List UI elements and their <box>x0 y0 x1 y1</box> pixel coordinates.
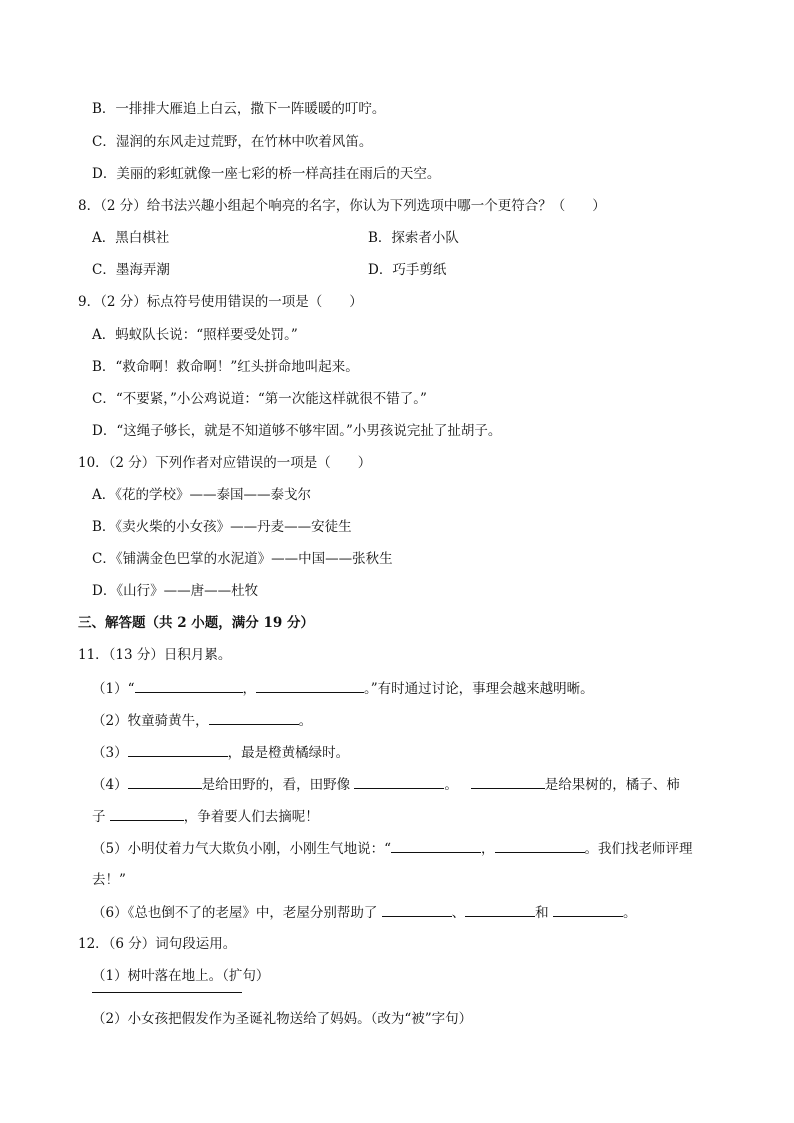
q12-part-1: （1）树叶落在地上。（扩句） <box>92 968 270 984</box>
q11-p6-text-a: （6）《总也倒不了的老屋》中，老屋分别帮助了 <box>92 905 378 921</box>
q11-p3-text-a: （3） <box>92 745 128 761</box>
q11-part-1 <box>92 679 594 698</box>
q11-p3-text-b: ，最是橙黄橘绿时。 <box>227 745 350 761</box>
q11-part-5-line2: 去！” <box>92 872 126 888</box>
q8-option-d: D．巧手剪纸 <box>368 262 447 278</box>
q11-p6-text-d: 。 <box>622 905 637 921</box>
q10-option-a: A．《花的学校》——泰国——泰戈尔 <box>92 487 311 503</box>
fill-blank[interactable] <box>495 839 585 853</box>
q11-p6-text-c: 和 <box>535 905 549 921</box>
q11-p4-text-b: 是给田野的，看，田野像 <box>201 777 351 793</box>
fill-blank[interactable] <box>128 743 228 757</box>
fill-blank[interactable] <box>471 775 545 789</box>
q8-option-b: B．探索者小队 <box>368 230 459 246</box>
q11-p4-text-e: 子 <box>92 809 106 825</box>
q11-part-4-line2 <box>92 807 319 826</box>
q7-option-d: D．美丽的彩虹就像一座七彩的桥一样高挂在雨后的天空。 <box>92 166 441 182</box>
section-heading: 三、解答题（共 2 小题，满分 19 分） <box>78 615 314 631</box>
q9-stem: 9．（2 分）标点符号使用错误的一项是（ ） <box>78 294 363 310</box>
q11-p2-text-a: （2）牧童骑黄牛， <box>92 713 209 729</box>
q11-p1-text-a: （1）“ <box>92 681 135 697</box>
answer-line[interactable] <box>92 992 242 993</box>
fill-blank[interactable] <box>354 775 444 789</box>
q11-part-5-line1 <box>92 839 693 858</box>
q12-part-2: （2）小女孩把假发作为圣诞礼物送给了妈妈。（改为“被”字句） <box>92 1011 473 1027</box>
q8-stem: 8．（2 分）给书法兴趣小组起个响亮的名字，你认为下列选项中哪一个更符合？（ ） <box>78 198 606 214</box>
q10-option-c: C．《铺满金色巴掌的水泥道》——中国——张秋生 <box>92 551 393 567</box>
q11-part-6 <box>92 903 636 922</box>
q11-p6-text-b: 、 <box>451 905 466 921</box>
q11-p4-text-f: ，争着要人们去摘呢！ <box>183 809 319 825</box>
q11-p5-text-b: ， <box>481 841 495 857</box>
q11-p1-text-c: 。”有时通过讨论，事理会越来越明晰。 <box>364 681 594 697</box>
q11-p5-text-c: 。我们找老师评理 <box>584 841 693 857</box>
q8-option-a: A．黑白棋社 <box>92 230 170 246</box>
fill-blank[interactable] <box>128 775 202 789</box>
q11-p2-text-b: 。 <box>298 713 313 729</box>
fill-blank[interactable] <box>135 679 243 693</box>
fill-blank[interactable] <box>391 839 481 853</box>
q9-option-b: B．“救命啊！救命啊！”红头拼命地叫起来。 <box>92 359 359 375</box>
fill-blank[interactable] <box>465 903 535 917</box>
q9-option-c: C．“不要紧，”小公鸡说道：“第一次能这样就很不错了。” <box>92 391 427 407</box>
q9-option-d: D．“这绳子够长，就是不知道够不够牢固。”小男孩说完扯了扯胡子。 <box>92 423 502 439</box>
q11-p4-text-d: 是给果树的，橘子、柿 <box>544 777 680 793</box>
q11-part-4-line1 <box>92 775 680 794</box>
q11-part-2 <box>92 711 312 730</box>
fill-blank[interactable] <box>110 807 184 821</box>
q8-option-c: C．墨海弄潮 <box>92 262 170 278</box>
fill-blank[interactable] <box>382 903 452 917</box>
q11-p5-text-a: （5）小明仗着力气大欺负小刚，小刚生气地说：“ <box>92 841 391 857</box>
q7-option-b: B．一排排大雁追上白云，撒下一阵暖暖的叮咛。 <box>92 101 386 117</box>
fill-blank[interactable] <box>553 903 623 917</box>
q10-stem: 10．（2 分）下列作者对应错误的一项是（ ） <box>78 455 372 471</box>
q11-stem: 11．（13 分）日积月累。 <box>78 647 232 663</box>
q11-p1-text-b: ， <box>242 681 256 697</box>
q7-option-c: C．湿润的东风走过荒野，在竹林中吹着风笛。 <box>92 134 373 150</box>
q12-stem: 12．（6 分）词句段运用。 <box>78 936 237 952</box>
q10-option-d: D．《山行》——唐——杜牧 <box>92 583 259 599</box>
q11-part-3 <box>92 743 349 762</box>
q11-p4-text-a: （4） <box>92 777 128 793</box>
q10-option-b: B．《卖火柴的小女孩》——丹麦——安徒生 <box>92 519 352 535</box>
q11-p4-text-c: 。 <box>444 777 458 793</box>
fill-blank[interactable] <box>256 679 364 693</box>
q9-option-a: A．蚂蚁队长说：“照样要受处罚。” <box>92 327 298 343</box>
fill-blank[interactable] <box>209 711 299 725</box>
